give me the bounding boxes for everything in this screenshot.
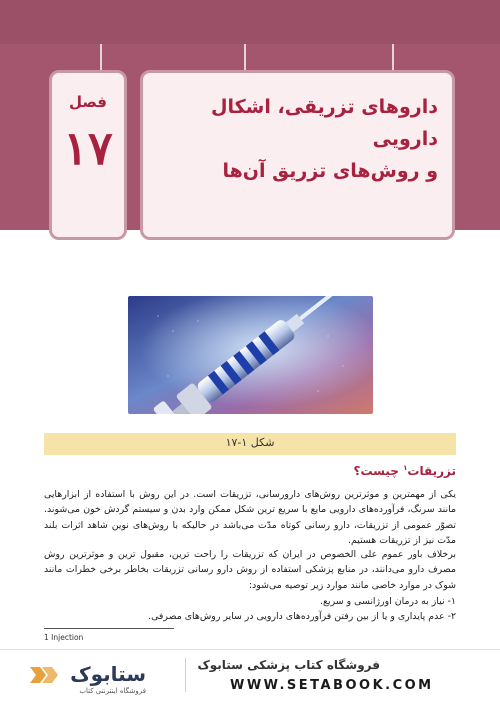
chapter-title-line-2: و روش‌های تزریق آن‌ها — [222, 160, 438, 182]
store-url-link[interactable]: WWW.SETABOOK.COM — [230, 678, 434, 693]
figure-caption: شکل ۱-۱۷ — [225, 436, 275, 449]
setabook-logo-icon[interactable] — [26, 655, 176, 697]
chapter-label: فصل — [69, 93, 107, 111]
logo-wordmark: ستابوک — [70, 662, 146, 686]
section-heading-suffix: چیست؟ — [353, 464, 404, 478]
footnote-rule — [44, 628, 174, 629]
footnote: 1 Injection — [44, 633, 84, 642]
section-heading — [354, 464, 456, 478]
syringe-illustration-icon — [128, 296, 373, 414]
figure-caption-bar — [44, 433, 456, 455]
chapter-number-box — [49, 70, 127, 240]
logo-subtext: فروشگاه اینترنتی کتاب — [79, 687, 146, 695]
chapter-title-box — [140, 70, 455, 240]
body-paragraph-2: برخلاف باور عموم علی الخصوص در ایران که تزریقات را راحت ترین، مقبول ترین و موثرترین روش مصرف دارو می‌دانند، در منابع پزشکی استفاده از روش دارو رسانی تزریقات بخاطر برخی خطرات مانند شوک در موارد خاصی مانند موارد زیر توصیه می‌شود: — [44, 549, 456, 591]
list-item: ۲- عدم پایداری و یا از بین رفتن فرآورده‌های دارویی در سایر روش‌های مصرفی. — [148, 611, 456, 622]
chapter-title-line-1: داروهای تزریقی، اشکال دارویی — [211, 96, 438, 150]
header-top-strip — [0, 0, 500, 44]
list-item: ۱- نیاز به درمان اورژانسی و سریع. — [320, 596, 456, 607]
chapter-number: ۱۷ — [63, 121, 113, 175]
section-heading-text: تزریقات — [407, 464, 456, 478]
footnote-marker: ۱ — [403, 464, 408, 472]
footer-divider — [185, 658, 186, 692]
store-footer — [0, 649, 500, 701]
store-name: فروشگاه کتاب پزشکی ستابوک — [197, 658, 380, 672]
body-paragraph-1: یکی از مهمترین و موثرترین روش‌های دارورسانی، تزریقات است. در این روش با استفاده از ابزارهایی مانند سرنگ، فرآورده‌های دارویی مایع با سریع ترین شکل ممکن وارد بدن و سیستم گردش خون می‌شوند. تصوّر عمومی از تزریقات، دارو رسانی کوتاه مدّت می‌باشد در حالیکه با روش‌های نوین شاهد اثرات بلند مدّت نیز از تزریقات هستیم. — [44, 489, 456, 546]
